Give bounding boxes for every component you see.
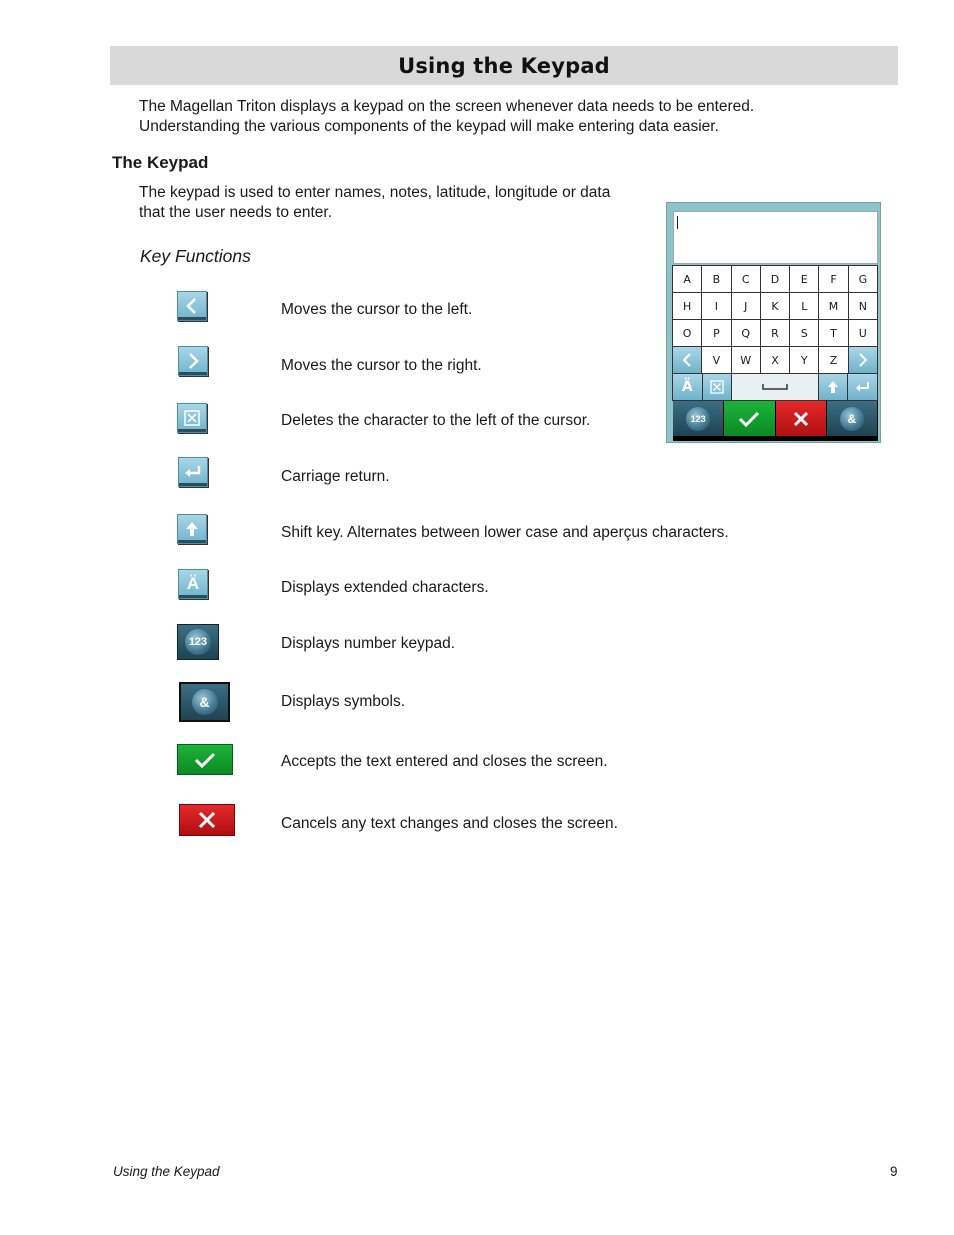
number-keypad-glyph: 123 <box>185 629 211 655</box>
key-c[interactable]: C <box>731 265 761 293</box>
symbols-icon <box>179 682 230 722</box>
key-j[interactable]: J <box>731 292 761 320</box>
key-f[interactable]: F <box>818 265 848 293</box>
keypad-delete-key[interactable] <box>702 373 733 401</box>
cancel-x-icon <box>179 804 235 836</box>
keypad-text-field[interactable] <box>673 211 878 264</box>
key-u[interactable]: U <box>848 319 878 347</box>
key-h[interactable]: H <box>672 292 702 320</box>
delete-icon <box>177 403 207 433</box>
number-keypad-icon: 123 <box>686 407 710 431</box>
key-w[interactable]: W <box>731 346 761 374</box>
keypad-extended-key[interactable] <box>672 373 703 401</box>
chevron-right-icon <box>178 346 208 376</box>
key-z[interactable]: Z <box>818 346 848 374</box>
key-r[interactable]: R <box>760 319 790 347</box>
intro-line-2: Understanding the various components of the keypad will make entering data easier. <box>139 118 719 135</box>
key-m[interactable]: M <box>818 292 848 320</box>
chevron-left-icon <box>682 353 692 367</box>
symbols-icon: & <box>840 407 864 431</box>
page-title-bar <box>110 46 898 85</box>
keypad-row-3 <box>673 320 878 347</box>
shift-arrow-icon <box>827 380 839 394</box>
function-text-symbols: Displays symbols. <box>281 693 406 710</box>
chevron-left-icon <box>177 291 207 321</box>
key-d[interactable]: D <box>760 265 790 293</box>
keypad-left-key[interactable] <box>672 346 702 374</box>
checkmark-icon <box>738 411 760 427</box>
intro-paragraph <box>139 97 839 137</box>
function-text-cursor-right: Moves the cursor to the right. <box>281 357 482 374</box>
extended-chars-glyph: Ä <box>186 574 200 593</box>
key-functions-subheading: Key Functions <box>140 246 251 266</box>
key-g[interactable]: G <box>848 265 878 293</box>
keypad-grid <box>673 266 878 401</box>
key-t[interactable]: T <box>818 319 848 347</box>
delete-icon <box>710 380 724 394</box>
cancel-x-icon <box>792 410 810 428</box>
extended-chars-icon <box>178 569 208 599</box>
key-q[interactable]: Q <box>731 319 761 347</box>
key-l[interactable]: L <box>789 292 819 320</box>
key-p[interactable]: P <box>701 319 731 347</box>
footer-section-title: Using the Keypad <box>113 1164 220 1179</box>
keypad-row-2 <box>673 293 878 320</box>
key-n[interactable]: N <box>848 292 878 320</box>
keypad-bottom-bar <box>673 401 878 441</box>
shift-arrow-icon <box>177 514 207 544</box>
function-text-cursor-left: Moves the cursor to the left. <box>281 301 473 318</box>
keypad-right-key[interactable] <box>848 346 878 374</box>
keypad-row-4 <box>673 347 878 374</box>
function-text-carriage-return: Carriage return. <box>281 468 390 485</box>
chevron-right-icon <box>858 353 868 367</box>
keypad-description <box>139 183 659 223</box>
keypad-cancel-button[interactable] <box>776 401 826 436</box>
page-title: Using the Keypad <box>398 53 610 78</box>
section-heading: The Keypad <box>112 153 209 172</box>
key-b[interactable]: B <box>701 265 731 293</box>
keypad-shift-key[interactable] <box>818 373 849 401</box>
key-y[interactable]: Y <box>789 346 819 374</box>
carriage-return-icon <box>178 457 208 487</box>
keypad-description-line-1: The keypad is used to enter names, notes, latitude, longitude or data <box>139 184 611 201</box>
key-v[interactable]: V <box>701 346 731 374</box>
key-o[interactable]: O <box>672 319 702 347</box>
keypad-screenshot <box>666 202 881 443</box>
text-cursor <box>677 216 678 229</box>
keypad-number-button[interactable] <box>673 401 723 436</box>
key-k[interactable]: K <box>760 292 790 320</box>
key-a[interactable]: A <box>672 265 702 293</box>
carriage-return-icon <box>855 381 871 393</box>
key-e[interactable]: E <box>789 265 819 293</box>
checkmark-icon <box>177 744 233 775</box>
keypad-row-5 <box>673 374 878 401</box>
page-number: 9 <box>890 1164 898 1179</box>
function-text-extended: Displays extended characters. <box>281 579 489 596</box>
function-text-number: Displays number keypad. <box>281 635 456 652</box>
symbols-glyph: & <box>192 689 218 715</box>
key-x[interactable]: X <box>760 346 790 374</box>
function-text-accept: Accepts the text entered and closes the screen. <box>281 753 608 770</box>
function-text-shift: Shift key. Alternates between lower case and aperçus characters. <box>281 524 729 541</box>
keypad-return-key[interactable] <box>847 373 878 401</box>
keypad-symbols-button[interactable] <box>827 401 877 436</box>
keypad-accept-button[interactable] <box>724 401 774 436</box>
key-i[interactable]: I <box>701 292 731 320</box>
keypad-space-key[interactable] <box>731 373 819 401</box>
function-text-delete: Deletes the character to the left of the cursor. <box>281 412 591 429</box>
extended-chars-icon: Ä <box>681 379 693 395</box>
intro-line-1: The Magellan Triton displays a keypad on the screen whenever data needs to be entered. <box>139 98 755 115</box>
key-s[interactable]: S <box>789 319 819 347</box>
keypad-row-1 <box>673 266 878 293</box>
function-text-cancel: Cancels any text changes and closes the screen. <box>281 815 618 832</box>
number-keypad-icon <box>177 624 219 660</box>
space-bar-icon <box>762 383 788 391</box>
keypad-description-line-2: that the user needs to enter. <box>139 204 333 221</box>
